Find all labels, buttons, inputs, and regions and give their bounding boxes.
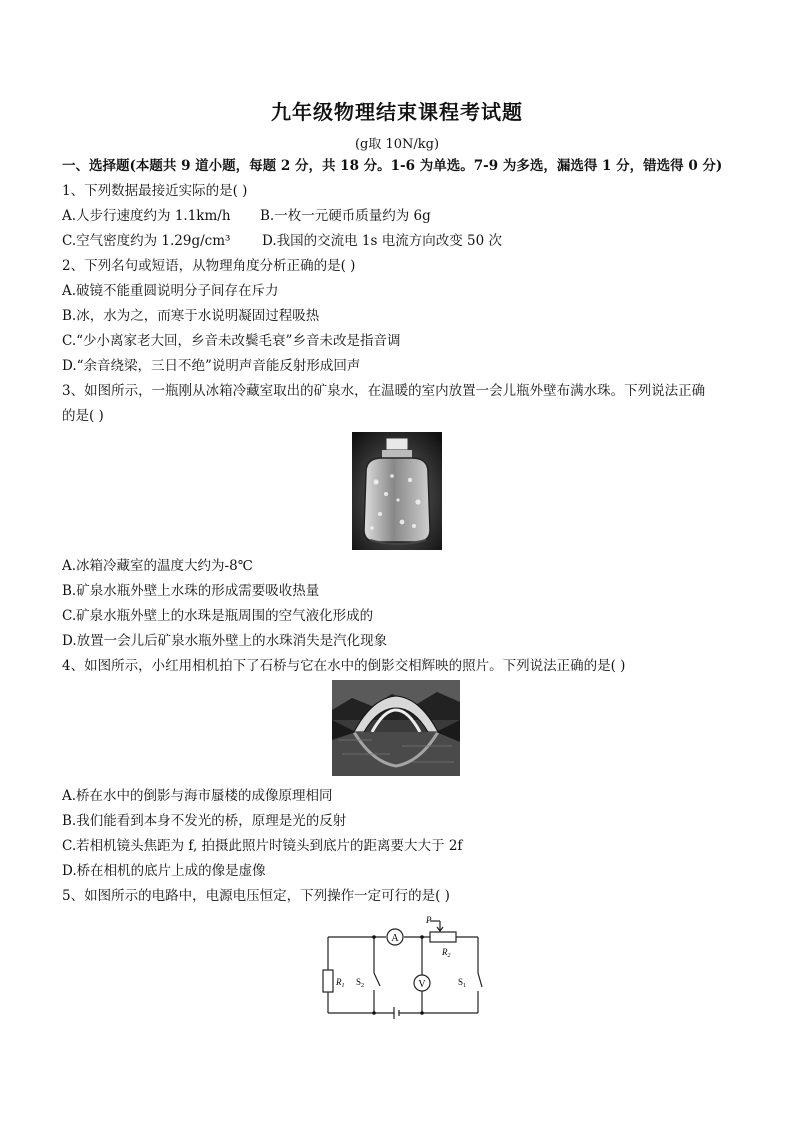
q4-option-b: B.我们能看到本身不发光的桥，原理是光的反射 <box>62 813 347 829</box>
q1-stem: 1、下列数据最接近实际的是( ) <box>62 183 248 199</box>
q4-stem: 4、如图所示，小红用相机拍下了石桥与它在水中的倒影交相辉映的照片。下列说法正确的是( ) <box>62 658 626 674</box>
q1-option-b: B.一枚一元硬币质量约为 6g <box>260 208 431 224</box>
r1-label <box>335 977 345 989</box>
r2-label <box>441 947 451 959</box>
stone-bridge-photo <box>332 680 460 776</box>
q3-option-b: B.矿泉水瓶外壁上水珠的形成需要吸收热量 <box>62 583 320 599</box>
s2-letter: S <box>356 977 362 987</box>
s1-subscript: 1 <box>463 983 467 989</box>
r2-letter: R <box>442 947 448 957</box>
s2-label <box>356 977 364 989</box>
q3-option-a: A.冰箱冷藏室的温度大约为-8℃ <box>62 558 253 574</box>
q3-option-d: D.放置一会儿后矿泉水瓶外壁上的水珠消失是汽化现象 <box>62 633 388 649</box>
q2-stem: 2、下列名句或短语，从物理角度分析正确的是( ) <box>62 258 356 274</box>
r1-subscript: 1 <box>341 983 345 989</box>
q4-option-d: D.桥在相机的底片上成的像是虚像 <box>62 863 266 879</box>
s2-subscript: 2 <box>361 983 365 989</box>
circuit-diagram <box>318 915 488 1020</box>
q1-option-d: D.我国的交流电 1s 电流方向改变 50 次 <box>262 233 502 249</box>
q2-option-d: D.“余音绕梁，三日不绝”说明声音能反射形成回声 <box>62 358 361 374</box>
voltmeter-label: V <box>418 979 426 990</box>
r2-subscript: 2 <box>447 953 451 959</box>
r1-letter: R <box>336 977 342 987</box>
exam-title: 九年级物理结束课程考试题 <box>271 100 523 124</box>
q1-option-c: C.空气密度约为 1.29g/cm³ <box>62 233 231 249</box>
s1-letter: S <box>458 977 464 987</box>
slider-label: P <box>426 915 432 925</box>
q2-option-c: C.“少小离家老大回，乡音未改鬓毛衰”乡音未改是指音调 <box>62 333 401 349</box>
q3-stem-line1: 3、如图所示，一瓶刚从冰箱冷藏室取出的矿泉水，在温暖的室内放置一会儿瓶外壁布满水珠。下列说法正确 <box>62 383 706 399</box>
exam-subtitle: (g取 10N/kg) <box>354 137 440 152</box>
q4-option-c: C.若相机镜头焦距为 f, 拍摄此照片时镜头到底片的距离要大大于 2f <box>62 838 463 854</box>
q2-option-a: A.破镜不能重圆说明分子间存在斥力 <box>62 283 279 299</box>
q2-option-b: B.冰，水为之，而寒于水说明凝固过程吸热 <box>62 308 320 324</box>
q1-option-a: A.人步行速度约为 1.1km/h <box>62 208 231 224</box>
q4-option-a: A.桥在水中的倒影与海市蜃楼的成像原理相同 <box>62 788 333 804</box>
q5-stem: 5、如图所示的电路中，电源电压恒定，下列操作一定可行的是( ) <box>62 888 450 904</box>
q3-option-c: C.矿泉水瓶外壁上的水珠是瓶周围的空气液化形成的 <box>62 608 374 624</box>
s1-label <box>458 977 466 989</box>
ammeter-label: A <box>391 933 399 944</box>
water-bottle-photo <box>352 432 442 550</box>
section-heading: 一、选择题(本题共 9 道小题，每题 2 分，共 18 分。1-6 为单选。7-9 为多选，漏选得 1 分，错选得 0 分) <box>62 158 723 174</box>
q3-stem-line2: 的是( ) <box>62 408 104 424</box>
